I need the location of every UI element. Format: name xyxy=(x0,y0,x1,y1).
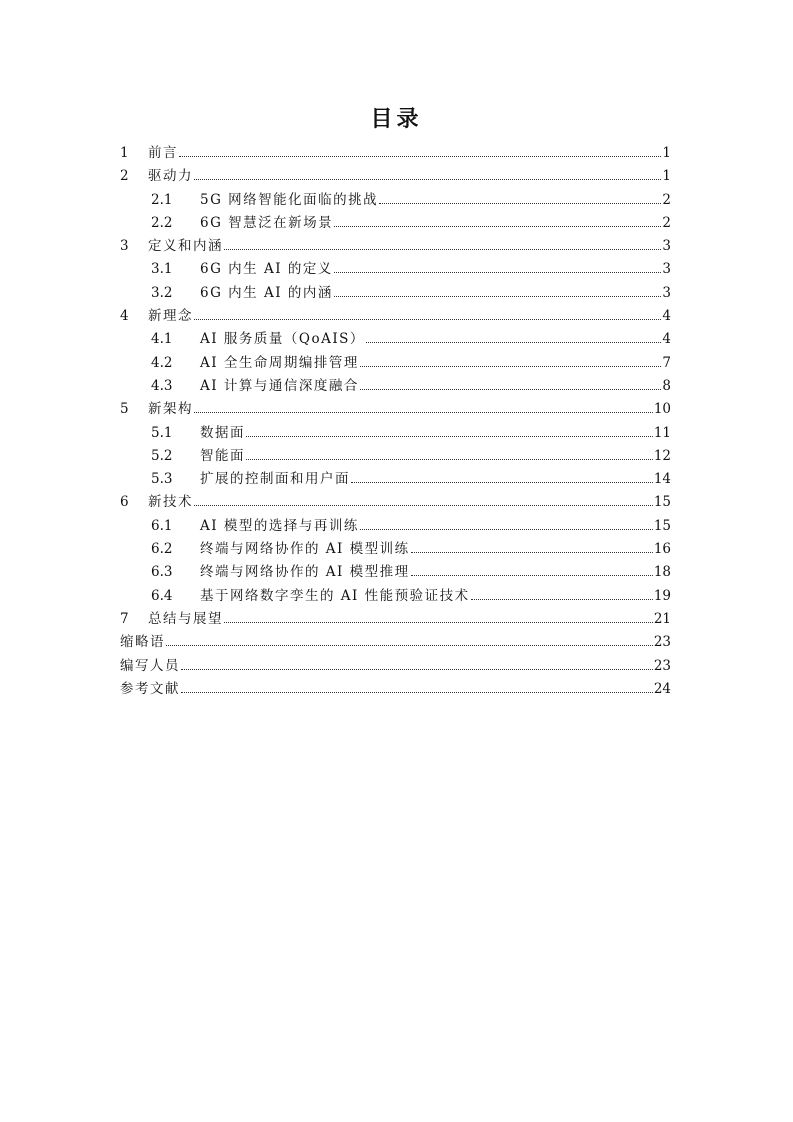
toc-subentry[interactable] xyxy=(120,374,671,397)
toc-entry[interactable] xyxy=(120,607,671,630)
toc-entry-page: 11 xyxy=(653,424,671,441)
toc-leader-dots xyxy=(351,482,653,483)
toc-entry[interactable] xyxy=(120,630,671,653)
toc-entry-number: 5.2 xyxy=(151,447,173,464)
toc-leader-dots xyxy=(334,272,662,273)
toc-entry-label: 缩略语 xyxy=(120,634,165,651)
toc-entry-label: 终端与网络协作的 AI 模型训练 xyxy=(200,541,410,558)
toc-entry-label: 编写人员 xyxy=(120,657,180,674)
toc-leader-dots xyxy=(224,622,653,623)
toc-entry-label: 基于网络数字孪生的 AI 性能预验证技术 xyxy=(200,587,470,604)
toc-entry-number: 5.1 xyxy=(151,424,173,441)
toc-leader-dots xyxy=(166,645,653,646)
toc-entry-number: 3 xyxy=(120,238,129,255)
toc-subentry[interactable] xyxy=(120,211,671,234)
toc-entry-page: 21 xyxy=(653,610,671,627)
toc-leader-dots xyxy=(246,436,653,437)
toc-entry-number: 5 xyxy=(120,401,129,418)
toc-entry-label: 6G 内生 AI 的定义 xyxy=(200,261,333,278)
toc-leader-dots xyxy=(224,249,661,250)
toc-subentry[interactable] xyxy=(120,257,671,280)
toc-entry-number: 5.3 xyxy=(151,471,173,488)
toc-entry-label: 6G 智慧泛在新场景 xyxy=(200,214,334,231)
toc-entry-number: 4.1 xyxy=(151,331,173,348)
toc-leader-dots xyxy=(194,179,661,180)
toc-entry-number: 4.3 xyxy=(151,377,173,394)
toc-entry-page: 3 xyxy=(662,261,671,278)
toc-entry-number: 7 xyxy=(120,610,129,627)
toc-entry-page: 4 xyxy=(662,331,671,348)
toc-entry-number: 6.4 xyxy=(151,587,173,604)
toc-entry-number: 6 xyxy=(120,494,129,511)
toc-subentry[interactable] xyxy=(120,351,671,374)
toc-entry-page: 8 xyxy=(662,377,671,394)
toc-entry-number: 3.2 xyxy=(151,284,173,301)
toc-subentry[interactable] xyxy=(120,560,671,583)
toc-entry[interactable] xyxy=(120,677,671,700)
toc-entry-label: 参考文献 xyxy=(120,680,180,697)
toc-leader-dots xyxy=(366,342,662,343)
toc-entry-number: 4 xyxy=(120,308,129,325)
toc-subentry[interactable] xyxy=(120,467,671,490)
toc-entry[interactable] xyxy=(120,234,671,257)
toc-entry-page: 4 xyxy=(662,308,671,325)
toc-entry-page: 23 xyxy=(653,657,671,674)
toc-entry-page: 2 xyxy=(662,214,671,231)
toc-entry-label: 新理念 xyxy=(148,308,193,325)
toc-entry-label: 终端与网络协作的 AI 模型推理 xyxy=(200,564,410,581)
toc-entry-number: 2.1 xyxy=(151,191,173,208)
toc-entry-label: AI 全生命周期编排管理 xyxy=(200,354,359,371)
toc-subentry[interactable] xyxy=(120,537,671,560)
toc-entry-label: 前言 xyxy=(148,145,178,161)
toc-subentry[interactable] xyxy=(120,188,671,211)
toc-entry-label: 智能面 xyxy=(200,447,245,464)
toc-leader-dots xyxy=(471,599,653,600)
toc-entry-number: 2 xyxy=(120,168,129,185)
toc-entry-number: 1 xyxy=(120,145,129,161)
toc-entry-label: 数据面 xyxy=(200,424,245,441)
toc-entry-label: 总结与展望 xyxy=(148,610,223,627)
toc-entry-page: 1 xyxy=(662,168,671,185)
toc-entry-label: 6G 内生 AI 的内涵 xyxy=(200,284,333,301)
toc-entry-label: 新技术 xyxy=(148,494,193,511)
toc-leader-dots xyxy=(194,505,653,506)
toc-leader-dots xyxy=(194,412,653,413)
toc-subentry[interactable] xyxy=(120,584,671,607)
toc-leader-dots xyxy=(360,529,653,530)
toc-leader-dots xyxy=(181,669,653,670)
toc-entry-label: 5G 网络智能化面临的挑战 xyxy=(200,191,379,208)
toc-entry-label: 新架构 xyxy=(148,401,193,418)
toc-entry-number: 4.2 xyxy=(151,354,173,371)
toc-entry-page: 12 xyxy=(653,447,671,464)
toc-entry-number: 3.1 xyxy=(151,261,173,278)
toc-leader-dots xyxy=(411,552,653,553)
toc-leader-dots xyxy=(360,389,662,390)
toc-entry-page: 7 xyxy=(662,354,671,371)
toc-entry-page: 19 xyxy=(653,587,671,604)
toc-entry-label: 驱动力 xyxy=(148,168,193,185)
toc-subentry[interactable] xyxy=(120,514,671,537)
toc-entry-page: 1 xyxy=(662,145,671,161)
toc-subentry[interactable] xyxy=(120,421,671,444)
toc-entry-label: AI 模型的选择与再训练 xyxy=(200,517,359,534)
toc-entry-page: 10 xyxy=(653,401,671,418)
toc-subentry[interactable] xyxy=(120,444,671,467)
toc-entry-label: 定义和内涵 xyxy=(148,238,223,255)
toc-leader-dots xyxy=(360,366,662,367)
toc-leader-dots xyxy=(179,156,661,157)
toc-entry-page: 23 xyxy=(653,634,671,651)
toc-entry-number: 6.2 xyxy=(151,541,173,558)
toc-entry-page: 16 xyxy=(653,541,671,558)
toc-leader-dots xyxy=(181,692,653,693)
toc-leader-dots xyxy=(379,203,661,204)
toc-entry-number: 6.3 xyxy=(151,564,173,581)
table-of-contents xyxy=(120,141,671,700)
toc-entry-page: 2 xyxy=(662,191,671,208)
toc-leader-dots xyxy=(411,575,653,576)
toc-entry-page: 24 xyxy=(653,680,671,697)
toc-entry-page: 15 xyxy=(653,517,671,534)
toc-entry-label: 扩展的控制面和用户面 xyxy=(200,471,350,488)
toc-entry-page: 3 xyxy=(662,238,671,255)
toc-entry-number: 6.1 xyxy=(151,517,173,534)
toc-leader-dots xyxy=(334,226,661,227)
toc-entry-page: 3 xyxy=(662,284,671,301)
toc-entry[interactable] xyxy=(120,304,671,327)
toc-leader-dots xyxy=(194,319,661,320)
toc-subentry[interactable] xyxy=(120,281,671,304)
page-title: 目录 xyxy=(370,106,423,132)
toc-entry[interactable] xyxy=(120,490,671,513)
toc-entry[interactable] xyxy=(120,164,671,187)
toc-entry[interactable] xyxy=(120,141,671,164)
toc-entry-page: 15 xyxy=(653,494,671,511)
toc-leader-dots xyxy=(334,296,662,297)
toc-entry-page: 18 xyxy=(653,564,671,581)
toc-entry-number: 2.2 xyxy=(151,214,173,231)
toc-subentry[interactable] xyxy=(120,327,671,350)
toc-entry[interactable] xyxy=(120,654,671,677)
toc-entry-label: AI 服务质量（QoAIS） xyxy=(200,331,365,348)
toc-leader-dots xyxy=(246,459,653,460)
toc-entry[interactable] xyxy=(120,397,671,420)
toc-entry-page: 14 xyxy=(653,471,671,488)
toc-entry-label: AI 计算与通信深度融合 xyxy=(200,377,359,394)
